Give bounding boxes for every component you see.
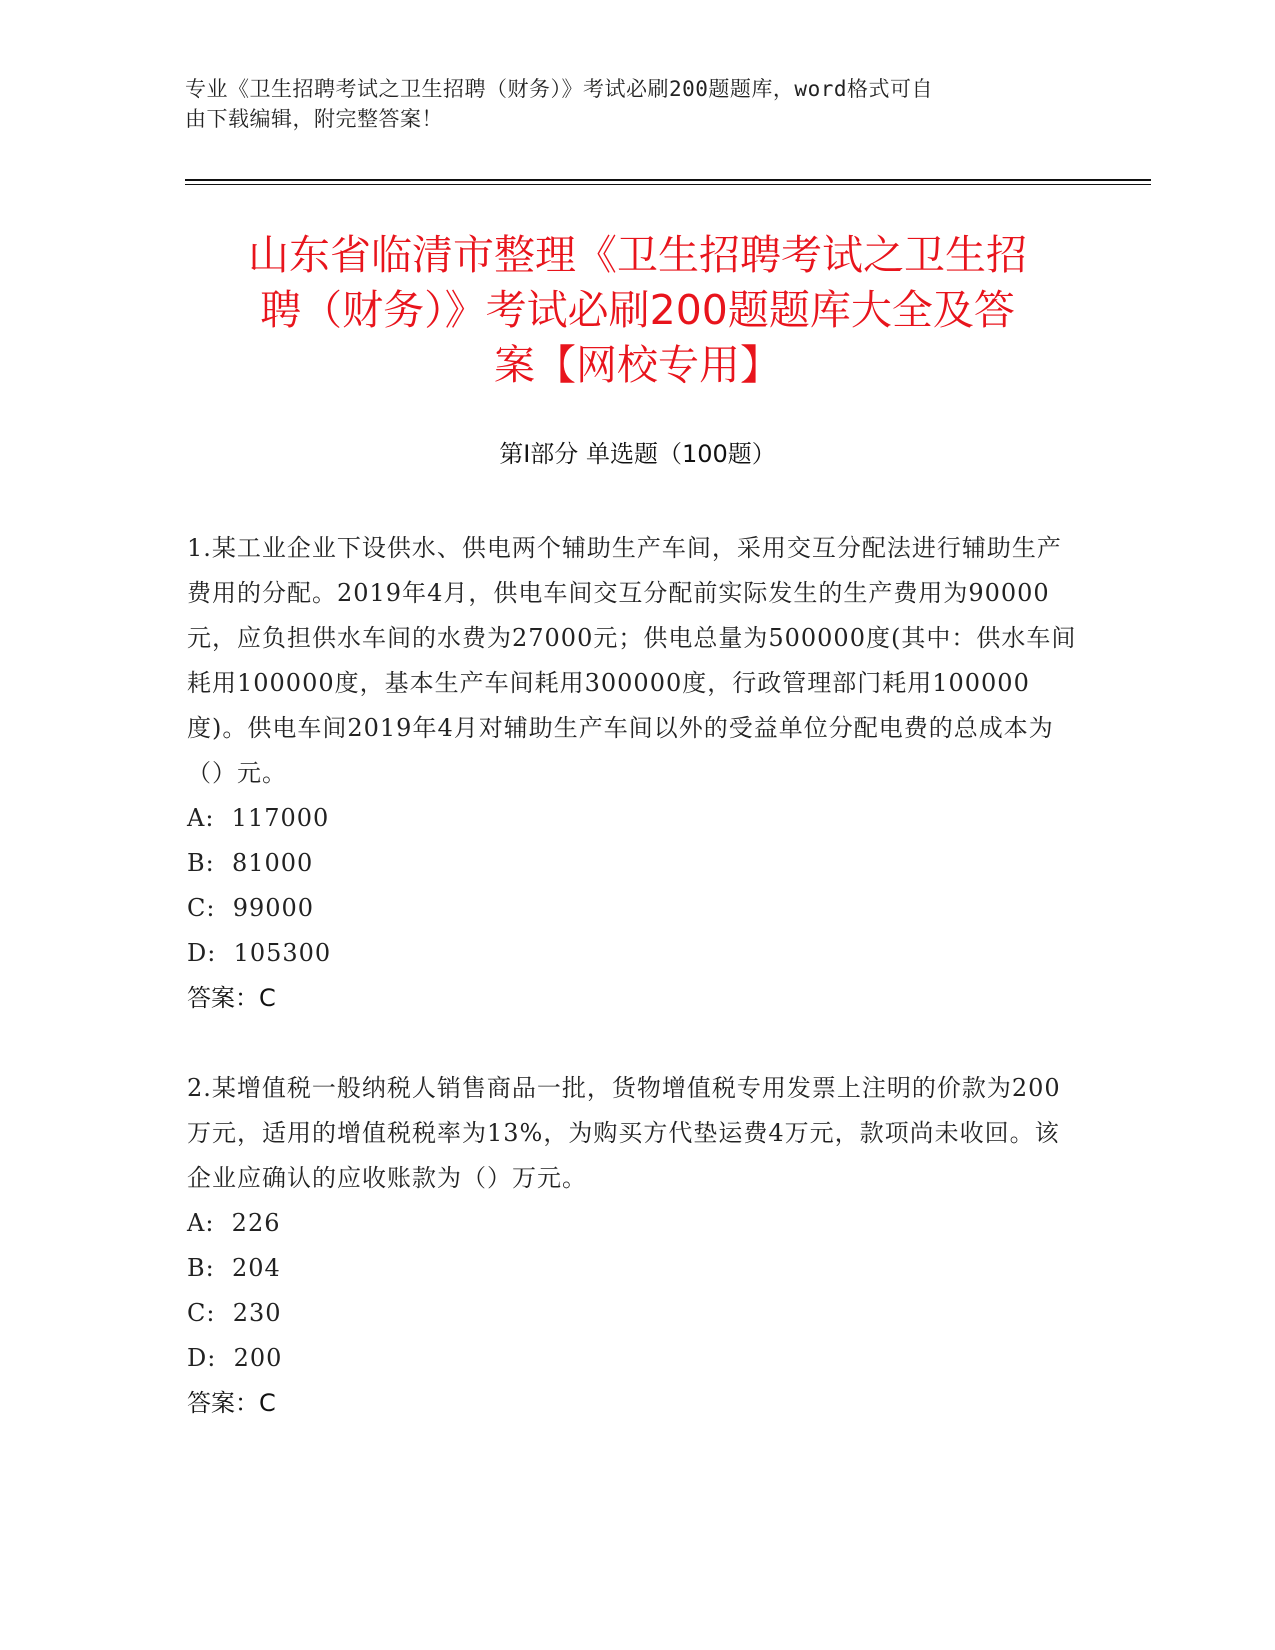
- option-d: D: 200: [187, 1344, 283, 1372]
- header-note: [185, 74, 1065, 134]
- option-b: B: 204: [187, 1254, 281, 1282]
- header-divider-thick: [185, 179, 1151, 181]
- option-b: B: 81000: [187, 849, 314, 877]
- question-stem: 1.某工业企业下设供水、供电两个辅助生产车间，采用交互分配法进行辅助生产费用的分配。2019年4月，供电车间交互分配前实际发生的生产费用为90000元，应负担供水车间的水费为27000元；供电总量为500000度(其中：供水车间耗用100000度，基本生产车间耗用300000度，行政管理部门耗用100000度)。供电车间2019年4月对辅助生产车间以外的受益单位分配电费的总成本为（）元。: [187, 534, 1077, 787]
- header-note-line-2: 由下载编辑，附完整答案！: [185, 107, 443, 131]
- question-stem: 2.某增值税一般纳税人销售商品一批，货物增值税专用发票上注明的价款为200万元，适用的增值税税率为13%，为购买方代垫运费4万元，款项尚未收回。该企业应确认的应收账款为（）万元。: [187, 1074, 1061, 1192]
- answer-key: 答案：C: [187, 984, 276, 1012]
- question-1: [187, 526, 1077, 1021]
- header-note-line-1: 专业《卫生招聘考试之卫生招聘（财务）》考试必刷200题题库，word格式可自: [185, 77, 933, 101]
- question-2: [187, 1066, 1077, 1426]
- header-divider-thin: [185, 184, 1151, 185]
- option-a: A: 117000: [187, 804, 330, 832]
- document-title-line-1: 山东省临清市整理《卫生招聘考试之卫生招: [248, 231, 1027, 279]
- section-heading: 第Ⅰ部分 单选题（100题）: [499, 440, 776, 468]
- option-d: D: 105300: [187, 939, 332, 967]
- document-title-line-2: 聘（财务）》考试必刷200题题库大全及答: [260, 286, 1015, 334]
- option-c: C: 230: [187, 1299, 282, 1327]
- answer-key: 答案：C: [187, 1389, 276, 1417]
- option-c: C: 99000: [187, 894, 315, 922]
- document-title-line-3: 案【网校专用】: [494, 341, 781, 389]
- document-title: [185, 228, 1090, 393]
- option-a: A: 226: [187, 1209, 281, 1237]
